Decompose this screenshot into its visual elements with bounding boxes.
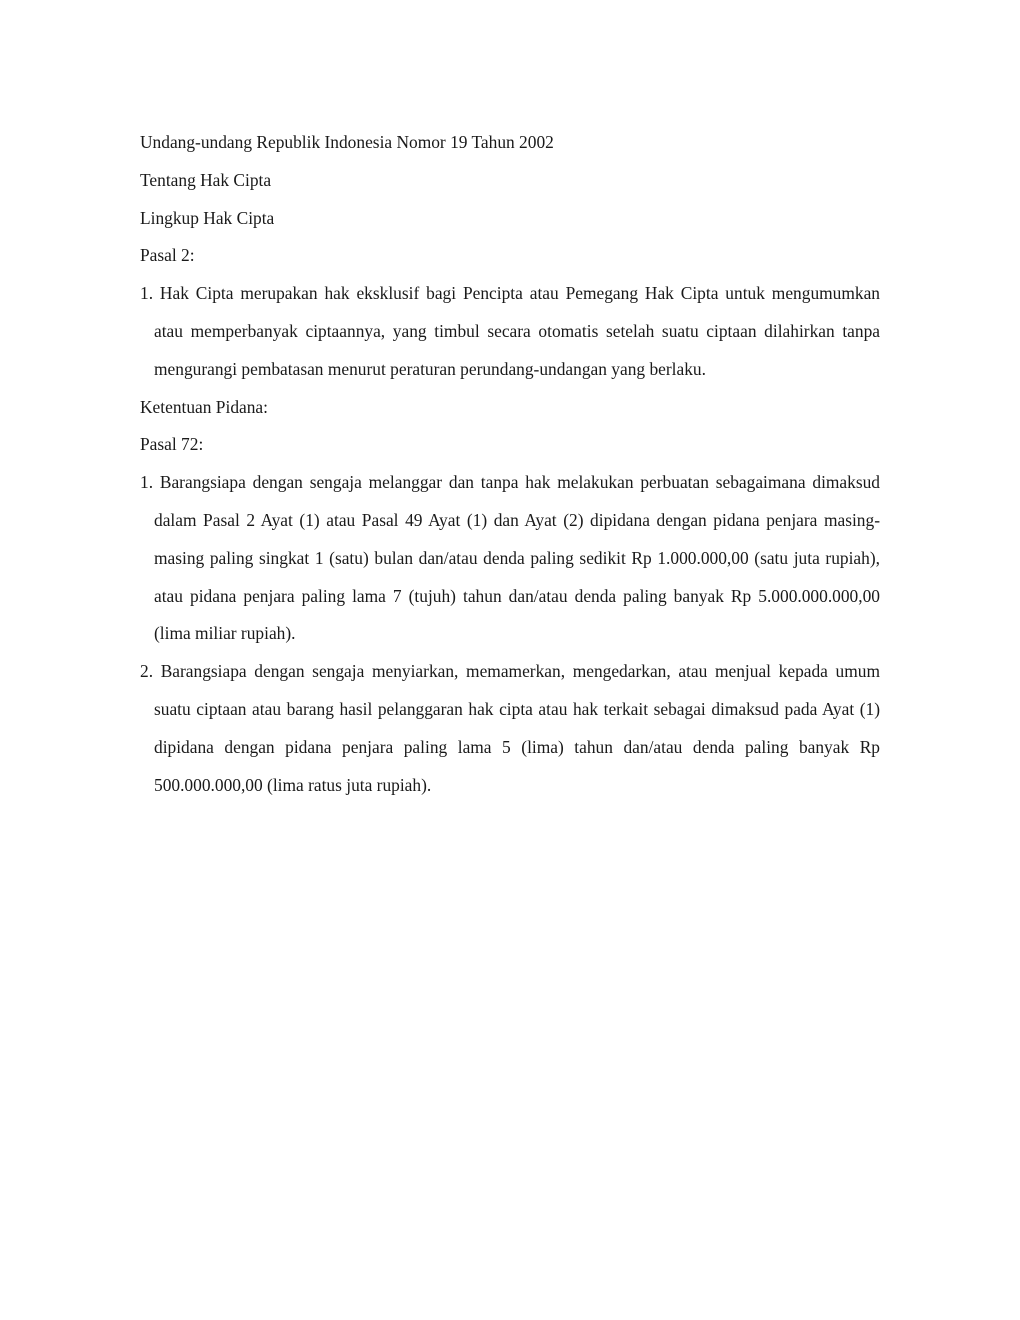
penalty-title: Ketentuan Pidana: [140, 396, 268, 417]
document-heading: Undang-undang Republik Indonesia Nomor 19 Tahun 2002 [140, 132, 554, 152]
article-72-item-2: 2. Barangsiapa dengan sengaja menyiarkan, memamerkan, mengedarkan, atau menjual kepada umum suatu ciptaan atau barang hasil pelanggaran hak cipta atau hak terkait sebagai dimaksud pada Ayat (1) dipidana dengan pidana penjara paling lama 5 (lima) tahun dan/atau denda paling banyak Rp 500.000.000,00 (lima ratus juta rupiah). [140, 661, 880, 795]
article-72-title: Pasal 72: [140, 434, 204, 455]
scope-title: Lingkup Hak Cipta [140, 207, 275, 228]
article-72-item-1: 1. Barangsiapa dengan sengaja melanggar dan tanpa hak melakukan perbuatan sebagaimana dimaksud dalam Pasal 2 Ayat (1) atau Pasal 49 Ayat (1) dan Ayat (2) dipidana dengan pidana penjara masing-masing paling singkat 1 (satu) bulan dan/atau denda paling sedikit Rp 1.000.000,00 (satu juta rupiah), atau pidana penjara paling lama 7 (tujuh) tahun dan/atau denda paling banyak Rp 5.000.000.000,00 (lima miliar rupiah). [140, 472, 880, 644]
document-content [140, 124, 880, 804]
article-2-title: Pasal 2: [140, 245, 195, 266]
article-2-item-1: 1. Hak Cipta merupakan hak eksklusif bagi Pencipta atau Pemegang Hak Cipta untuk mengumumkan atau memperbanyak ciptaannya, yang timbul secara otomatis setelah suatu ciptaan dilahirkan tanpa mengurangi pembatasan menurut peraturan perundang-undangan yang berlaku. [140, 283, 880, 379]
document-subheading: Tentang Hak Cipta [140, 169, 272, 190]
